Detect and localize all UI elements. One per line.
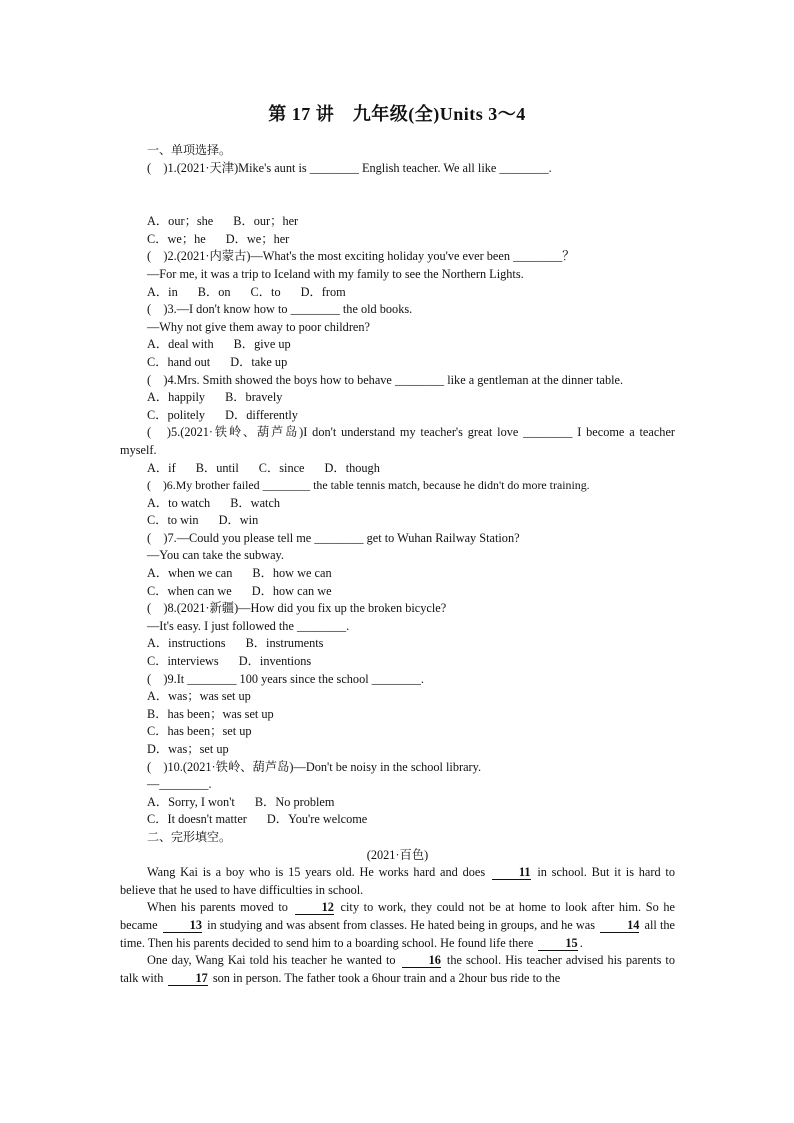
question-3-options-row2 bbox=[120, 354, 675, 372]
option: D．how can we bbox=[251, 583, 332, 598]
option: A．Sorry, I won't bbox=[147, 794, 235, 809]
option: C．when can we bbox=[147, 583, 232, 598]
question-8-options-row2 bbox=[120, 653, 675, 671]
question-4-options-row2 bbox=[120, 407, 675, 425]
passage-text: the school. His teacher advised his parents to talk with bbox=[120, 953, 676, 985]
option: C．to win bbox=[147, 513, 199, 528]
question-5-options bbox=[120, 460, 675, 478]
section2-heading: 二、完形填空。 bbox=[147, 829, 232, 844]
passage-paragraph bbox=[120, 864, 675, 899]
option: B．bravely bbox=[225, 390, 283, 405]
passage-text: One day, Wang Kai told his teacher he wanted to bbox=[147, 953, 400, 968]
question-4-options-row1 bbox=[120, 389, 675, 407]
question-10-options-row1 bbox=[120, 794, 675, 812]
question-8-reply: —It's easy. I just followed the ________. bbox=[147, 618, 350, 633]
cloze-blank: 12 bbox=[295, 901, 334, 915]
option: A．deal with bbox=[147, 337, 214, 352]
option: A．in bbox=[147, 284, 178, 299]
question-3-reply: —Why not give them away to poor children? bbox=[147, 319, 370, 334]
option: A．when we can bbox=[147, 566, 233, 581]
option: A．if bbox=[147, 460, 176, 475]
cloze-blank: 15 bbox=[538, 937, 577, 951]
question-1-options-row1 bbox=[120, 213, 675, 231]
question-7-stem: ( )7.—Could you please tell me ________ get to Wuhan Railway Station? bbox=[147, 530, 520, 545]
question-10-stem: ( )10.(2021·铁岭、葫芦岛)—Don't be noisy in the school library. bbox=[147, 759, 482, 774]
passage-source: (2021·百色) bbox=[366, 847, 429, 862]
passage-text: all the time. Then his parents decided to send him to a boarding school. He found life there bbox=[120, 917, 675, 950]
passage-text: son in person. The father took a 6hour train and a 2hour bus ride to the bbox=[209, 970, 561, 985]
question-3-options-row1 bbox=[120, 336, 675, 354]
option: B．No problem bbox=[254, 794, 335, 809]
option: D．win bbox=[218, 513, 259, 528]
question-7-options-row1 bbox=[120, 565, 675, 583]
question-9-option-a: A．was；was set up bbox=[147, 689, 251, 704]
passage-text: in studying and was absent from classes. He hated being in groups, and he was bbox=[203, 917, 599, 932]
passage-text: When his parents moved to bbox=[147, 900, 293, 915]
question-2-reply: —For me, it was a trip to Iceland with my family to see the Northern Lights. bbox=[147, 266, 524, 281]
option: B．our；her bbox=[233, 214, 299, 229]
worksheet-body bbox=[120, 142, 675, 987]
question-4-stem: ( )4.Mrs. Smith showed the boys how to behave ________ like a gentleman at the dinner table. bbox=[147, 372, 624, 387]
passage-paragraph bbox=[120, 899, 675, 952]
question-10-options-row2 bbox=[120, 811, 675, 829]
cloze-blank: 14 bbox=[600, 919, 639, 933]
question-9-option-b: B．has been；was set up bbox=[147, 706, 274, 721]
option: B．on bbox=[197, 284, 231, 299]
option: C．since bbox=[258, 460, 305, 475]
passage-text: city to work, they could not be at home to look after him. So he became bbox=[120, 900, 675, 932]
option: C．hand out bbox=[147, 354, 211, 369]
question-6-options-row1 bbox=[120, 495, 675, 513]
option: C．politely bbox=[147, 407, 206, 422]
question-3-stem: ( )3.—I don't know how to ________ the old books. bbox=[147, 302, 413, 317]
passage-text: in school. But it is hard to believe that he used to have difficulties in school. bbox=[120, 865, 675, 897]
question-2-stem: ( )2.(2021·内蒙古)—What's the most exciting holiday you've ever been ________？ bbox=[147, 249, 575, 264]
question-6-stem: ( )6.My brother failed ________ the table tennis match, because he didn't do more training. bbox=[147, 478, 590, 493]
option: D．inventions bbox=[238, 654, 312, 669]
cloze-blank: 16 bbox=[402, 954, 441, 968]
option: B．instruments bbox=[245, 636, 324, 651]
cloze-blank: 17 bbox=[168, 972, 207, 986]
option: A．our；she bbox=[147, 214, 214, 229]
option: D．we；her bbox=[225, 231, 290, 246]
question-7-options-row2 bbox=[120, 583, 675, 601]
page-title: 第 17 讲 九年级(全)Units 3～4 bbox=[268, 104, 526, 124]
question-9-option-d: D．was；set up bbox=[147, 742, 229, 756]
option: A．to watch bbox=[147, 495, 211, 510]
option: D．though bbox=[324, 460, 380, 475]
option: B．how we can bbox=[252, 566, 332, 581]
option: D．from bbox=[300, 284, 346, 299]
option: A．instructions bbox=[147, 636, 226, 651]
section1-heading: 一、单项选择。 bbox=[147, 143, 232, 157]
question-1-stem: ( )1.(2021·天津)Mike's aunt is ________ English teacher. We all like ________. bbox=[147, 160, 552, 175]
question-9-option-c: C．has been；set up bbox=[147, 724, 252, 739]
question-6-options-row2 bbox=[120, 512, 675, 530]
option: A．happily bbox=[147, 390, 206, 405]
question-1-options-row2 bbox=[120, 231, 675, 249]
option: D．differently bbox=[225, 407, 298, 422]
question-2-options bbox=[120, 284, 675, 302]
option: C．interviews bbox=[147, 654, 219, 669]
question-9-stem: ( )9.It ________ 100 years since the school ________. bbox=[147, 671, 424, 686]
cloze-blank: 11 bbox=[492, 866, 531, 880]
cloze-passage bbox=[120, 864, 675, 987]
passage-text: . bbox=[579, 935, 583, 950]
option: C．to bbox=[250, 284, 281, 299]
question-10-reply: —________. bbox=[147, 777, 212, 792]
option: B．until bbox=[195, 460, 239, 475]
cloze-blank: 13 bbox=[163, 919, 202, 933]
option: B．watch bbox=[230, 495, 281, 510]
passage-text: Wang Kai is a boy who is 15 years old. He works hard and does bbox=[147, 865, 490, 880]
question-5-stem: ( )5.(2021·铁岭、葫芦岛)I don't understand my teacher's great love ________ I become a teacher myself. bbox=[120, 425, 675, 457]
option: D．You're welcome bbox=[266, 812, 368, 827]
option: D．take up bbox=[230, 354, 288, 369]
option: C．It doesn't matter bbox=[147, 812, 247, 827]
option: B．give up bbox=[233, 337, 291, 352]
question-8-options-row1 bbox=[120, 635, 675, 653]
option: C．we；he bbox=[147, 231, 206, 246]
question-8-stem: ( )8.(2021·新疆)—How did you fix up the broken bicycle? bbox=[147, 601, 447, 616]
passage-paragraph bbox=[120, 952, 675, 987]
question-7-reply: —You can take the subway. bbox=[147, 548, 284, 563]
